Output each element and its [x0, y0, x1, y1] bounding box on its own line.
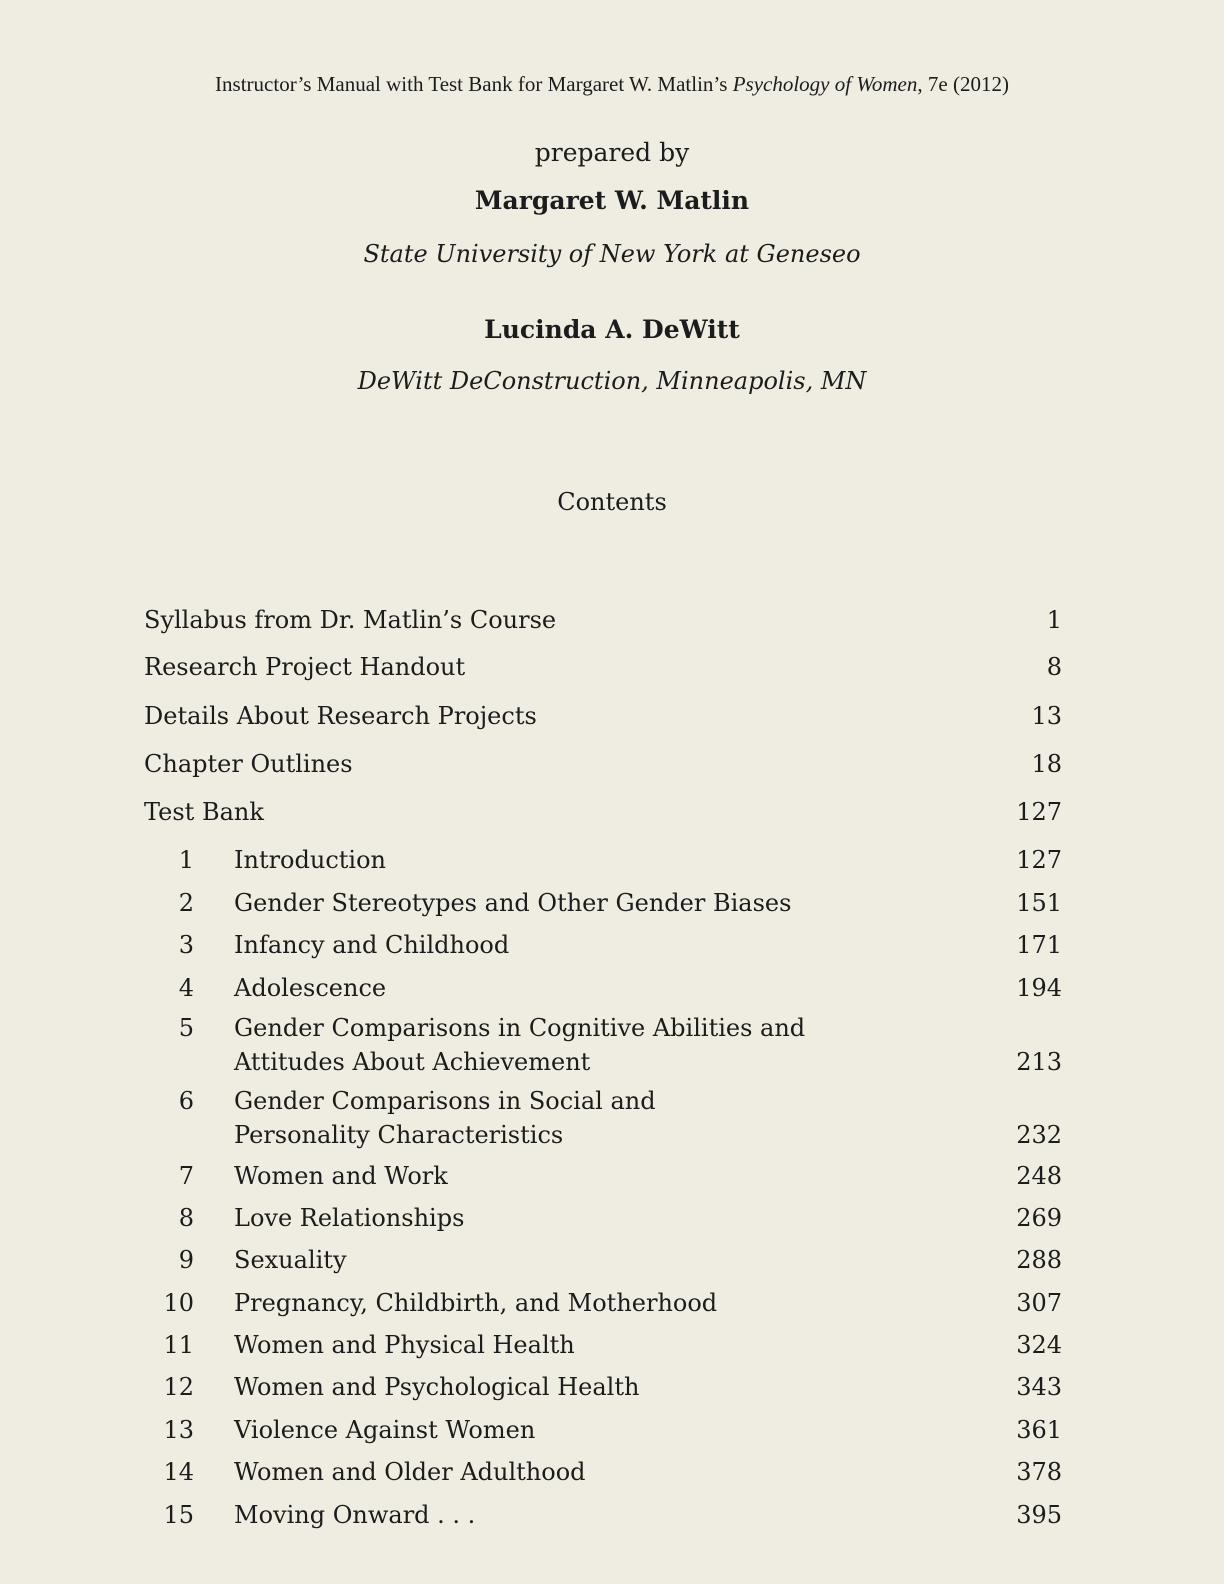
running-header: [0, 72, 1224, 97]
chapter-number: 12: [163, 1373, 194, 1401]
chapter-page: 361: [1016, 1416, 1062, 1444]
contents-heading: Contents: [557, 488, 667, 516]
toc-entry-page: 1: [1046, 606, 1062, 634]
chapter-page: 269: [1016, 1204, 1062, 1232]
chapter-page: 127: [1016, 846, 1062, 874]
chapter-title-line: Sexuality: [234, 1246, 347, 1274]
chapter-page: 213: [1016, 1048, 1062, 1076]
chapter-number: 15: [163, 1501, 194, 1529]
chapter-title-line: Gender Comparisons in Social and: [234, 1087, 656, 1115]
chapter-title-line: Attitudes About Achievement: [234, 1048, 591, 1076]
header-suffix: , 7e (2012): [917, 72, 1009, 96]
toc-entry-page: 8: [1046, 653, 1062, 681]
chapter-page: 232: [1016, 1121, 1062, 1149]
chapter-page: 307: [1016, 1289, 1062, 1317]
chapter-title: [234, 886, 791, 920]
chapter-page: 343: [1016, 1373, 1062, 1401]
chapter-page: 151: [1016, 889, 1062, 917]
chapter-title: [234, 843, 386, 877]
chapter-page: 324: [1016, 1331, 1062, 1359]
toc-entry-page: 18: [1031, 750, 1062, 778]
chapter-number: 5: [178, 1014, 194, 1042]
chapter-title-line: Gender Comparisons in Cognitive Abilities and: [234, 1014, 806, 1042]
chapter-number: 13: [163, 1416, 194, 1444]
author-affiliation: State University of New York at Geneseo: [363, 240, 861, 268]
chapter-number: 2: [178, 889, 194, 917]
chapter-title-line: Personality Characteristics: [234, 1121, 564, 1149]
author-name: Lucinda A. DeWitt: [484, 315, 740, 344]
chapter-title: [234, 1243, 347, 1277]
toc-entry-title: Details About Research Projects: [144, 702, 537, 730]
header-book-title: Psychology of Women: [732, 72, 918, 96]
chapter-title: [234, 928, 509, 962]
author-name: Margaret W. Matlin: [474, 186, 750, 215]
chapter-page: 395: [1016, 1501, 1062, 1529]
chapter-title-line: Infancy and Childhood: [234, 931, 510, 959]
chapter-title: [234, 971, 386, 1005]
toc-entry-title: Test Bank: [144, 798, 264, 826]
chapter-title: [234, 1201, 464, 1235]
chapter-number: 9: [178, 1246, 194, 1274]
toc-entry-page: 127: [1016, 798, 1062, 826]
chapter-title: [234, 1159, 448, 1193]
chapter-number: 1: [178, 846, 194, 874]
chapter-number: 4: [178, 974, 194, 1002]
chapter-title-line: Gender Stereotypes and Other Gender Biases: [234, 889, 792, 917]
chapter-title: [234, 1011, 805, 1079]
chapter-title-line: Moving Onward . . .: [234, 1501, 476, 1529]
chapter-title: [234, 1328, 575, 1362]
chapter-page: 248: [1016, 1162, 1062, 1190]
chapter-page: 288: [1016, 1246, 1062, 1274]
chapter-number: 7: [178, 1162, 194, 1190]
chapter-title-line: Love Relationships: [234, 1204, 465, 1232]
chapter-number: 10: [163, 1289, 194, 1317]
chapter-title-line: Adolescence: [234, 974, 387, 1002]
chapter-title: [234, 1084, 656, 1152]
toc-entry-title: Syllabus from Dr. Matlin’s Course: [144, 606, 557, 634]
chapter-title-line: Pregnancy, Childbirth, and Motherhood: [234, 1289, 718, 1317]
chapter-number: 11: [163, 1331, 194, 1359]
chapter-number: 8: [178, 1204, 194, 1232]
chapter-title-line: Women and Psychological Health: [234, 1373, 640, 1401]
toc-entry-title: Research Project Handout: [144, 653, 466, 681]
chapter-title: [234, 1413, 535, 1447]
chapter-number: 3: [178, 931, 194, 959]
prepared-by: prepared by: [534, 138, 690, 167]
chapter-number: 14: [163, 1458, 194, 1486]
chapter-page: 378: [1016, 1458, 1062, 1486]
chapter-title-line: Women and Physical Health: [234, 1331, 575, 1359]
chapter-page: 194: [1016, 974, 1062, 1002]
chapter-title-line: Introduction: [234, 846, 386, 874]
author-affiliation: DeWitt DeConstruction, Minneapolis, MN: [357, 367, 867, 395]
chapter-title: [234, 1498, 475, 1532]
chapter-title: [234, 1455, 586, 1489]
chapter-title-line: Women and Work: [234, 1162, 448, 1190]
toc-entry-title: Chapter Outlines: [144, 750, 353, 778]
chapter-page: 171: [1016, 931, 1062, 959]
toc-entry-page: 13: [1031, 702, 1062, 730]
chapter-title: [234, 1286, 717, 1320]
chapter-title-line: Violence Against Women: [234, 1416, 536, 1444]
chapter-title: [234, 1370, 639, 1404]
header-prefix: Instructor’s Manual with Test Bank for Margaret W. Matlin’s: [215, 72, 733, 96]
chapter-title-line: Women and Older Adulthood: [234, 1458, 586, 1486]
chapter-number: 6: [178, 1087, 194, 1115]
